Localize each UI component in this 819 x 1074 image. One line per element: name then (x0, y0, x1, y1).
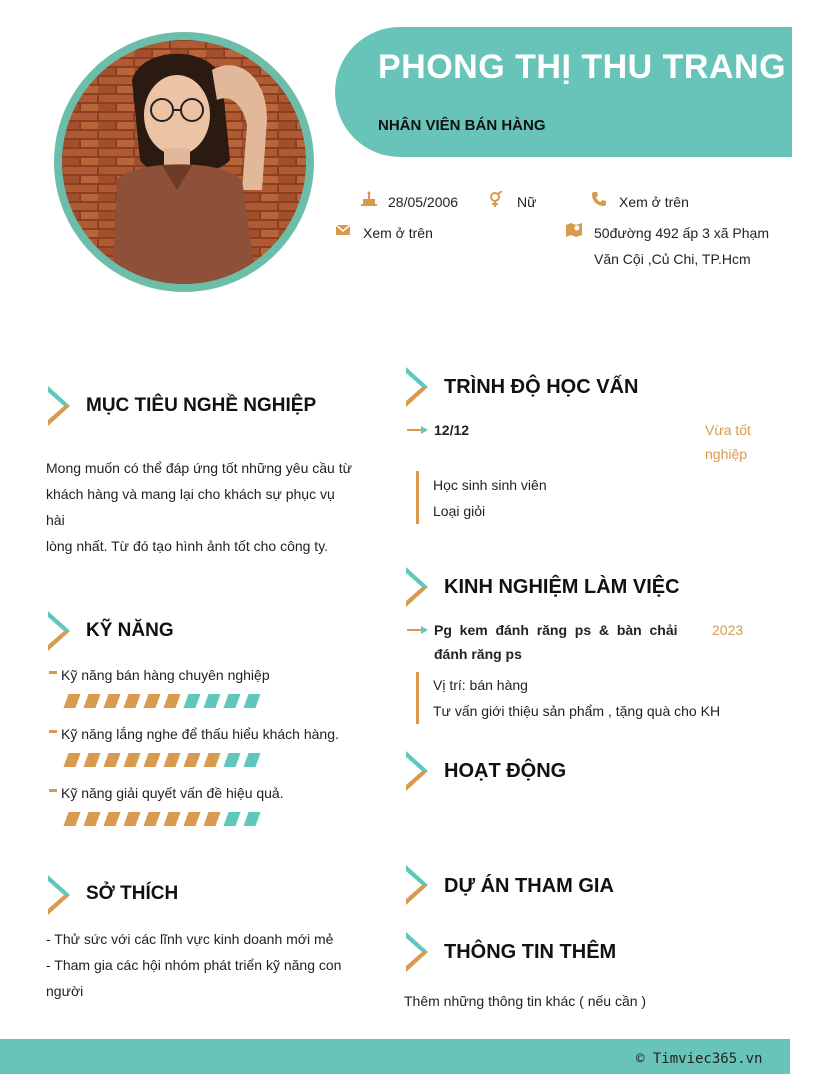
hobbies-text (46, 926, 356, 1004)
objective-text (46, 455, 356, 559)
projects-title: DỰ ÁN THAM GIA (444, 875, 614, 897)
education-title: TRÌNH ĐỘ HỌC VẤN (444, 376, 639, 398)
address-line-1: 50đường 492 ấp 3 xã Phạm (594, 225, 770, 241)
skill-label: Kỹ năng bán hàng chuyên nghiệp (61, 667, 270, 683)
skill-level-bar (66, 694, 258, 708)
chevron-icon (404, 365, 430, 409)
experience-job-line-2: đánh răng ps (434, 646, 522, 662)
education-detail-1: Học sinh sinh viên (433, 477, 547, 493)
experience-detail-1: Vị trí: bán hàng (433, 677, 528, 693)
arrow-icon (407, 425, 429, 435)
chevron-icon (404, 565, 430, 609)
email: Xem ở trên (363, 225, 433, 241)
address-line-2: Văn Cội ,Củ Chi, TP.Hcm (594, 251, 751, 267)
chevron-icon (404, 930, 430, 974)
chevron-icon (46, 873, 72, 917)
skill-level-bar (66, 812, 258, 826)
job-title: NHÂN VIÊN BÁN HÀNG (378, 117, 546, 134)
chevron-icon (46, 384, 72, 428)
hobby-line: - Tham gia các hội nhóm phát triển kỹ năng con (46, 957, 342, 973)
chevron-icon (46, 609, 72, 653)
avatar (62, 40, 306, 284)
candidate-name: PHONG THỊ THU TRANG (378, 48, 787, 86)
experience-year: 2023 (712, 622, 744, 638)
email-icon (335, 222, 351, 238)
skill-marker (49, 789, 57, 792)
gender-icon (488, 191, 504, 207)
education-detail-2: Loại giỏi (433, 503, 486, 519)
footer-watermark: © Timviec365.vn (636, 1051, 763, 1067)
extra-text: Thêm những thông tin khác ( nếu cần ) (404, 993, 647, 1009)
education-status-line-2: nghiệp (705, 446, 748, 462)
objective-line: khách hàng và mang lại cho khách sự phục vụ hài (46, 486, 335, 528)
skills-title: KỸ NĂNG (86, 620, 174, 641)
objective-line: lòng nhất. Từ đó tạo hình ảnh tốt cho công ty. (46, 538, 329, 554)
profile-photo (62, 40, 306, 284)
chevron-icon (404, 863, 430, 907)
hobby-line: người (46, 983, 84, 999)
skill-label: Kỹ năng giải quyết vấn đề hiệu quả. (61, 785, 284, 801)
skill-label: Kỹ năng lắng nghe để thấu hiểu khách hàng. (61, 726, 339, 742)
education-status-line-1: Vừa tốt (705, 422, 751, 438)
birthday-cake-icon (361, 191, 377, 207)
map-icon (566, 222, 582, 238)
objective-title: MỤC TIÊU NGHỀ NGHIỆP (86, 395, 317, 416)
hobby-line: - Thử sức với các lĩnh vực kinh doanh mới mẻ (46, 931, 334, 947)
experience-title: KINH NGHIỆM LÀM VIỆC (444, 576, 680, 598)
phone: Xem ở trên (619, 194, 689, 210)
education-detail-bar (416, 471, 419, 524)
objective-line: Mong muốn có thể đáp ứng tốt những yêu cầu từ (46, 460, 352, 476)
skill-marker (49, 730, 57, 733)
experience-job-line-1: Pg kem đánh răng ps & bàn chải (434, 622, 678, 638)
experience-detail-bar (416, 672, 419, 724)
chevron-icon (404, 749, 430, 793)
experience-detail-2: Tư vấn giới thiệu sản phẩm , tặng quà cho KH (433, 703, 721, 719)
arrow-icon (407, 625, 429, 635)
birthday: 28/05/2006 (388, 194, 459, 210)
phone-icon (591, 191, 607, 207)
skill-level-bar (66, 753, 258, 767)
skill-marker (49, 671, 57, 674)
hobbies-title: SỞ THÍCH (86, 883, 179, 904)
header-banner (335, 27, 792, 157)
activities-title: HOẠT ĐỘNG (444, 760, 567, 782)
extra-title: THÔNG TIN THÊM (444, 941, 617, 963)
gender: Nữ (517, 194, 537, 210)
education-school: 12/12 (434, 422, 470, 438)
